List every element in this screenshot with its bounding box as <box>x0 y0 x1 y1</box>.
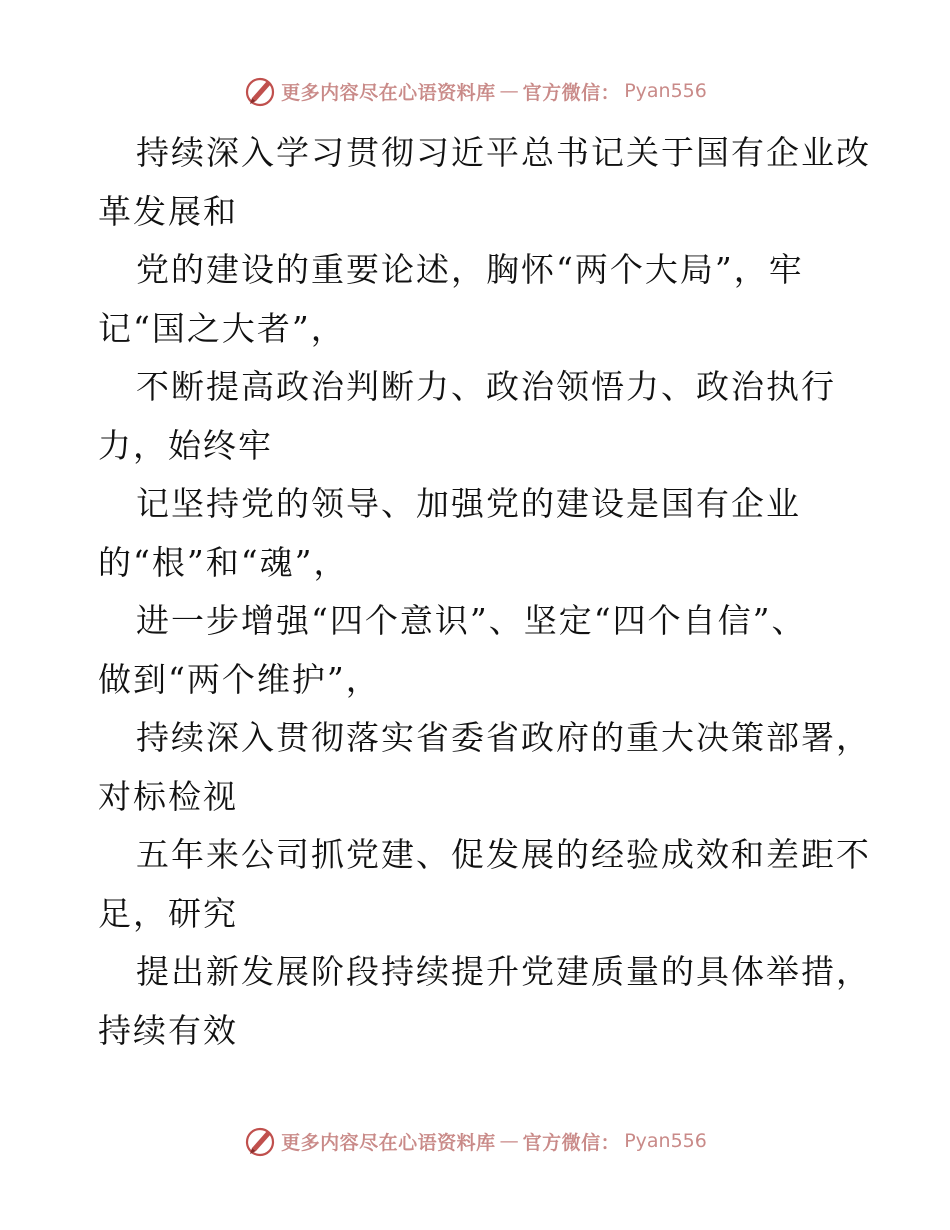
watermark-text: 更多内容尽在心语资料库 <box>281 1131 496 1154</box>
body-line: 力，始终牢 <box>98 425 273 465</box>
body-line: 持续深入贯彻落实省委省政府的重大决策部署， <box>136 718 871 757</box>
pen-logo-icon <box>243 74 277 108</box>
footer-watermark <box>0 1121 950 1161</box>
body-line: 对标检视 <box>98 776 238 816</box>
body-line: 做到“两个维护”， <box>98 659 381 699</box>
body-line: 持续深入学习贯彻习近平总书记关于国有企业改 <box>136 133 871 172</box>
watermark-wechat-id: Pyan556 <box>624 80 707 102</box>
body-line: 五年来公司抓党建、促发展的经验成效和差距不 <box>136 835 871 874</box>
watermark-wechat-id: Pyan556 <box>624 1130 707 1152</box>
watermark-wechat-label: 官方微信： <box>522 81 621 104</box>
body-line: 革发展和 <box>98 191 238 231</box>
watermark-wechat-label: 官方微信： <box>522 1131 621 1154</box>
body-line: 持续有效 <box>98 1010 238 1050</box>
watermark-text: 更多内容尽在心语资料库 <box>281 81 496 104</box>
body-line: 进一步增强“四个意识”、坚定“四个自信”、 <box>136 601 807 640</box>
body-line: 记“国之大者”， <box>98 308 346 348</box>
body-line: 足，研究 <box>98 893 238 933</box>
body-line: 不断提高政治判断力、政治领悟力、政治执行 <box>136 367 836 406</box>
body-line: 的“根”和“魂”， <box>98 542 349 582</box>
body-line: 记坚持党的领导、加强党的建设是国有企业 <box>136 484 801 523</box>
body-line: 提出新发展阶段持续提升党建质量的具体举措， <box>136 952 871 991</box>
watermark-separator: — <box>499 1130 519 1152</box>
watermark-separator: — <box>499 80 519 102</box>
header-watermark <box>0 71 950 111</box>
body-line: 党的建设的重要论述，胸怀“两个大局”，牢 <box>136 250 804 289</box>
pen-logo-icon <box>243 1124 277 1158</box>
document-body <box>98 124 871 1060</box>
